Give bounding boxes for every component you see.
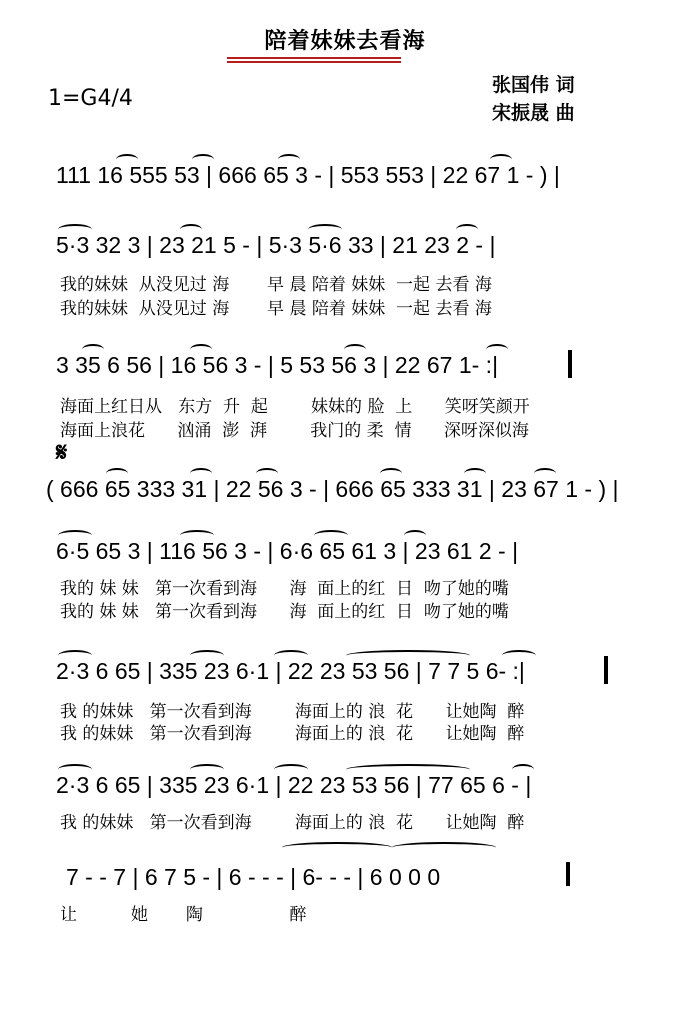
- slur-arc: [502, 650, 536, 661]
- slur-arc: [486, 344, 508, 355]
- title-underline-bottom: [227, 61, 401, 63]
- notation-line: 2·3 6 65 | 335 23 6·1 | 22 23 53 56 | 7 7 5 6- :|: [56, 658, 525, 684]
- slur-arc: [490, 154, 512, 165]
- slur-arc: [190, 344, 212, 355]
- slur-arc: [106, 468, 128, 479]
- lyricist-credit: 张国伟 词: [492, 74, 575, 96]
- tie-arc: [282, 842, 392, 853]
- notation-line: 7 - - 7 | 6 7 5 - | 6 - - - | 6- - - | 6 0 0 0: [66, 864, 441, 890]
- slur-arc: [82, 344, 104, 355]
- slur-arc: [190, 468, 212, 479]
- final-bar: [566, 862, 570, 886]
- notation-line: 111 16 555 53 | 666 65 3 - | 553 553 | 22 67 1 - ) |: [56, 162, 560, 188]
- lyric-line-verse2: 海面上浪花 汹涌 澎 湃 我门的 柔 情 深呀深似海: [60, 421, 529, 441]
- slur-arc: [190, 764, 224, 775]
- slur-arc: [346, 650, 470, 661]
- tie-arc: [392, 842, 496, 853]
- lyric-line-verse2: 我的 妹 妹 第一次看到海 海 面上的红 日 吻了她的嘴: [60, 602, 509, 622]
- music-row-4: [46, 476, 646, 516]
- lyric-line-verse2: 我 的妹妹 第一次看到海 海面上的 浪 花 让她陶 醉: [60, 724, 525, 744]
- slur-arc: [534, 468, 556, 479]
- slur-arc: [180, 224, 202, 235]
- segno-sign: 𝄋: [56, 438, 68, 468]
- notation-line: 3 35 6 56 | 16 56 3 - | 5 53 56 3 | 22 67 1- :|: [56, 352, 499, 378]
- page-title: 陪着妹妹去看海: [264, 29, 426, 54]
- slur-arc: [180, 530, 214, 541]
- slur-arc: [58, 764, 92, 775]
- composer-credit: 宋振晟 曲: [492, 102, 575, 124]
- slur-arc: [58, 650, 92, 661]
- slur-arc: [58, 224, 92, 235]
- slur-arc: [308, 224, 342, 235]
- end-repeat-bar: [604, 656, 608, 684]
- title-underline-top: [227, 57, 401, 59]
- music-row-8: [66, 864, 626, 904]
- lyric-line-verse1: 海面上红日从 东方 升 起 妹妹的 脸 上 笑呀笑颜开: [60, 397, 530, 417]
- lyric-line-verse1: 我 的妹妹 第一次看到海 海面上的 浪 花 让她陶 醉: [60, 702, 525, 722]
- music-row-1: [56, 162, 636, 202]
- slur-arc: [404, 530, 426, 541]
- slur-arc: [314, 530, 348, 541]
- music-row-5: [56, 538, 636, 578]
- slur-arc: [190, 650, 224, 661]
- lyric-line-verse1: 我 的妹妹 第一次看到海 海面上的 浪 花 让她陶 醉: [60, 813, 525, 833]
- notation-line: 5·3 32 3 | 23 21 5 - | 5·3 5·6 33 | 21 23 2 - |: [56, 232, 496, 258]
- lyric-line-verse1: 让 她 陶 醉: [60, 905, 307, 925]
- slur-arc: [380, 468, 402, 479]
- slur-arc: [344, 344, 366, 355]
- slur-arc: [512, 764, 534, 775]
- music-row-2: [56, 232, 636, 272]
- slur-arc: [274, 650, 308, 661]
- key-signature: 1=G4/4: [48, 86, 133, 111]
- slur-arc: [274, 764, 308, 775]
- music-row-3: [56, 352, 636, 392]
- slur-arc: [116, 154, 138, 165]
- notation-line: ( 666 65 333 31 | 22 56 3 - | 666 65 333 31 | 23 67 1 - ) |: [46, 476, 619, 502]
- end-repeat-bar: [568, 350, 572, 378]
- music-row-7: [56, 772, 636, 812]
- slur-arc: [456, 224, 478, 235]
- slur-arc: [58, 530, 92, 541]
- lyric-line-verse1: 我的妹妹 从没见过 海 早 晨 陪着 妹妹 一起 去看 海: [60, 275, 492, 295]
- slur-arc: [464, 468, 486, 479]
- lyric-line-verse1: 我的 妹 妹 第一次看到海 海 面上的红 日 吻了她的嘴: [60, 579, 509, 599]
- slur-arc: [278, 154, 300, 165]
- lyric-line-verse2: 我的妹妹 从没见过 海 早 晨 陪着 妹妹 一起 去看 海: [60, 299, 492, 319]
- music-row-6: [56, 658, 636, 698]
- slur-arc: [256, 468, 278, 479]
- slur-arc: [346, 764, 470, 775]
- slur-arc: [192, 154, 214, 165]
- notation-line: 2·3 6 65 | 335 23 6·1 | 22 23 53 56 | 77 65 6 - |: [56, 772, 532, 798]
- notation-line: 6·5 65 3 | 116 56 3 - | 6·6 65 61 3 | 23 61 2 - |: [56, 538, 519, 564]
